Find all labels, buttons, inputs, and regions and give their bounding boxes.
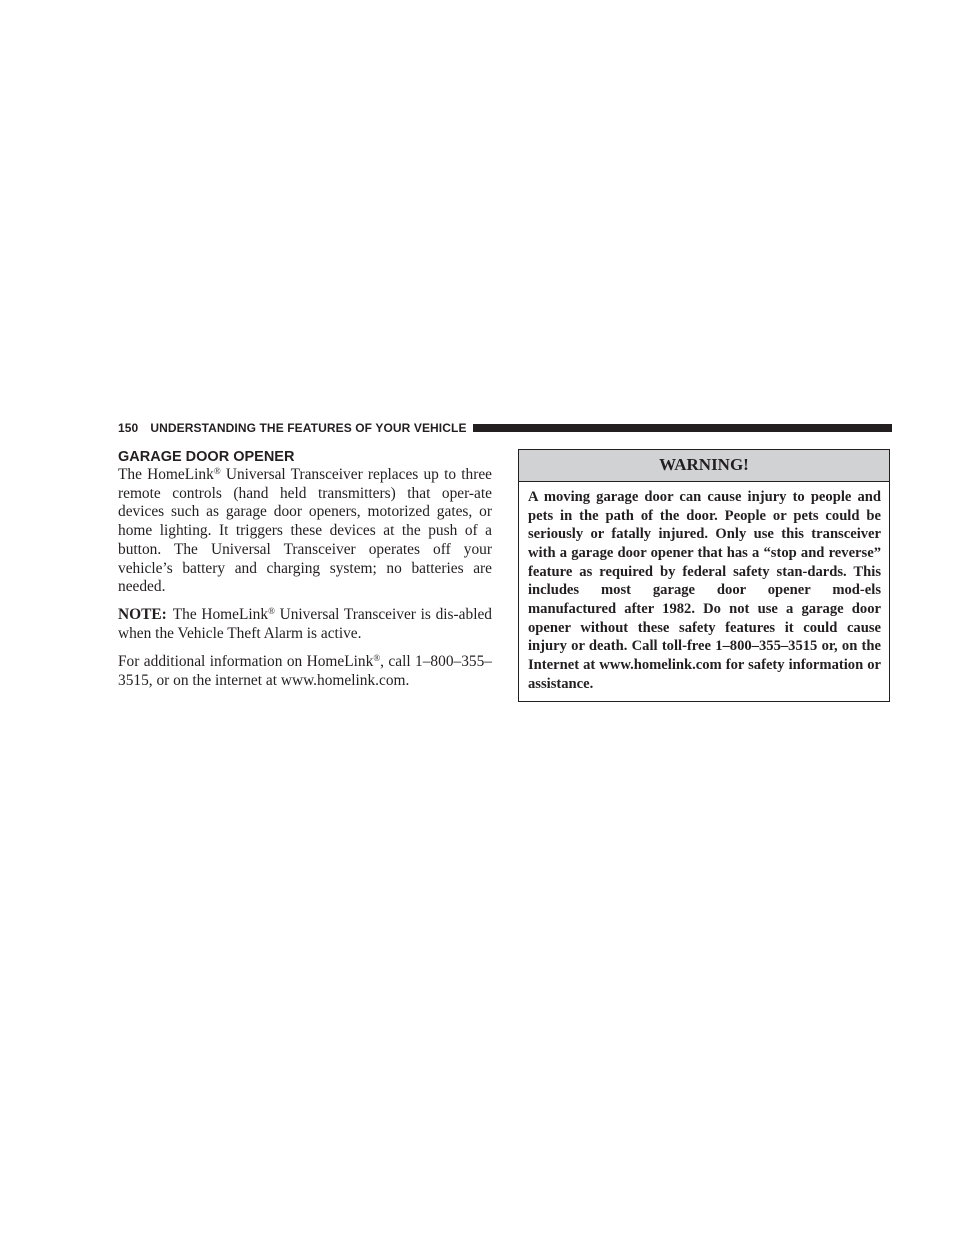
page-header [118,420,892,436]
page-number: 150 [118,421,139,435]
warning-box [518,449,890,702]
contact-text-start: For additional information on HomeLink [118,653,374,671]
note-text-start: The HomeLink [172,606,269,624]
note-paragraph [118,606,492,643]
intro-paragraph [118,466,492,597]
note-text-rest: Universal Transceiver is dis-abled when the Vehicle Theft Alarm is active. [118,606,492,643]
warning-body: A moving garage door can cause injury to people and pets in the path of the door. People or pets could be seriously or fatally injured. Only use this transceiver with a garage door opener that has a “stop and reverse” feature as required by federal safety stan-dards. This includes most garage door opener mod-els manufactured after 1982. Do not use a garage door opener without these safety features it could cause injury or death. Call toll-free 1–800–355–3515 or, on the Internet at www.homelink.com for safety information or assistance. [528,489,881,692]
registered-mark: ® [268,606,275,617]
body-text-column [118,466,492,700]
note-label: NOTE: [118,606,167,624]
warning-title: WARNING! [519,450,889,482]
header-rule [473,424,892,432]
registered-mark: ® [213,466,221,476]
intro-text-rest: Universal Transceiver replaces up to three remote controls (hand held transmitters) that oper-ate devices such as garage door openers, motorized gates, or home lighting. It triggers these devices at the push of a button. The Universal Transceiver operates off your vehicle’s battery and charging system; no batteries are needed. [118,466,492,596]
registered-mark: ® [373,653,381,664]
contact-paragraph [118,653,492,690]
contact-text-rest: , call 1–800–355–3515, or on the internet at www.homelink.com. [118,653,492,689]
intro-text-start: The HomeLink [118,466,214,483]
section-heading: GARAGE DOOR OPENER [118,449,295,465]
running-title: UNDERSTANDING THE FEATURES OF YOUR VEHICLE [150,421,467,435]
